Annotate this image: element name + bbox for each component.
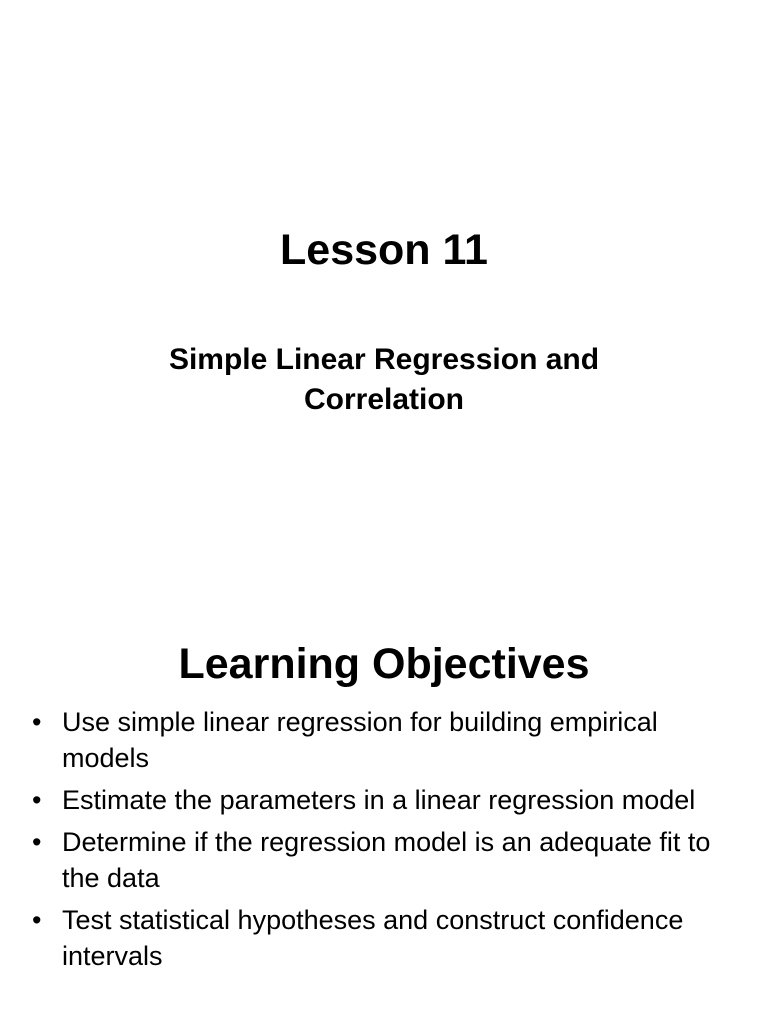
bullet-icon: • [32,827,42,857]
lesson-subtitle: Simple Linear Regression and Correlation [168,343,600,416]
objective-item [30,902,740,974]
lesson-title: Lesson 11 [280,226,488,274]
objectives-slide [0,600,768,1024]
bullet-icon: • [32,707,42,737]
bullet-icon: • [32,905,42,935]
objective-item [30,782,740,818]
objectives-list [30,704,740,980]
objectives-title: Learning Objectives [178,640,590,688]
objective-text: Use simple linear regression for building empirical models [62,707,658,773]
objective-text: Test statistical hypotheses and construct confidence intervals [62,905,684,971]
objective-item [30,704,740,776]
objective-text: Estimate the parameters in a linear regression model [62,785,696,815]
objective-item [30,824,740,896]
objective-text: Determine if the regression model is an adequate fit to the data [62,827,711,893]
bullet-icon: • [32,785,42,815]
